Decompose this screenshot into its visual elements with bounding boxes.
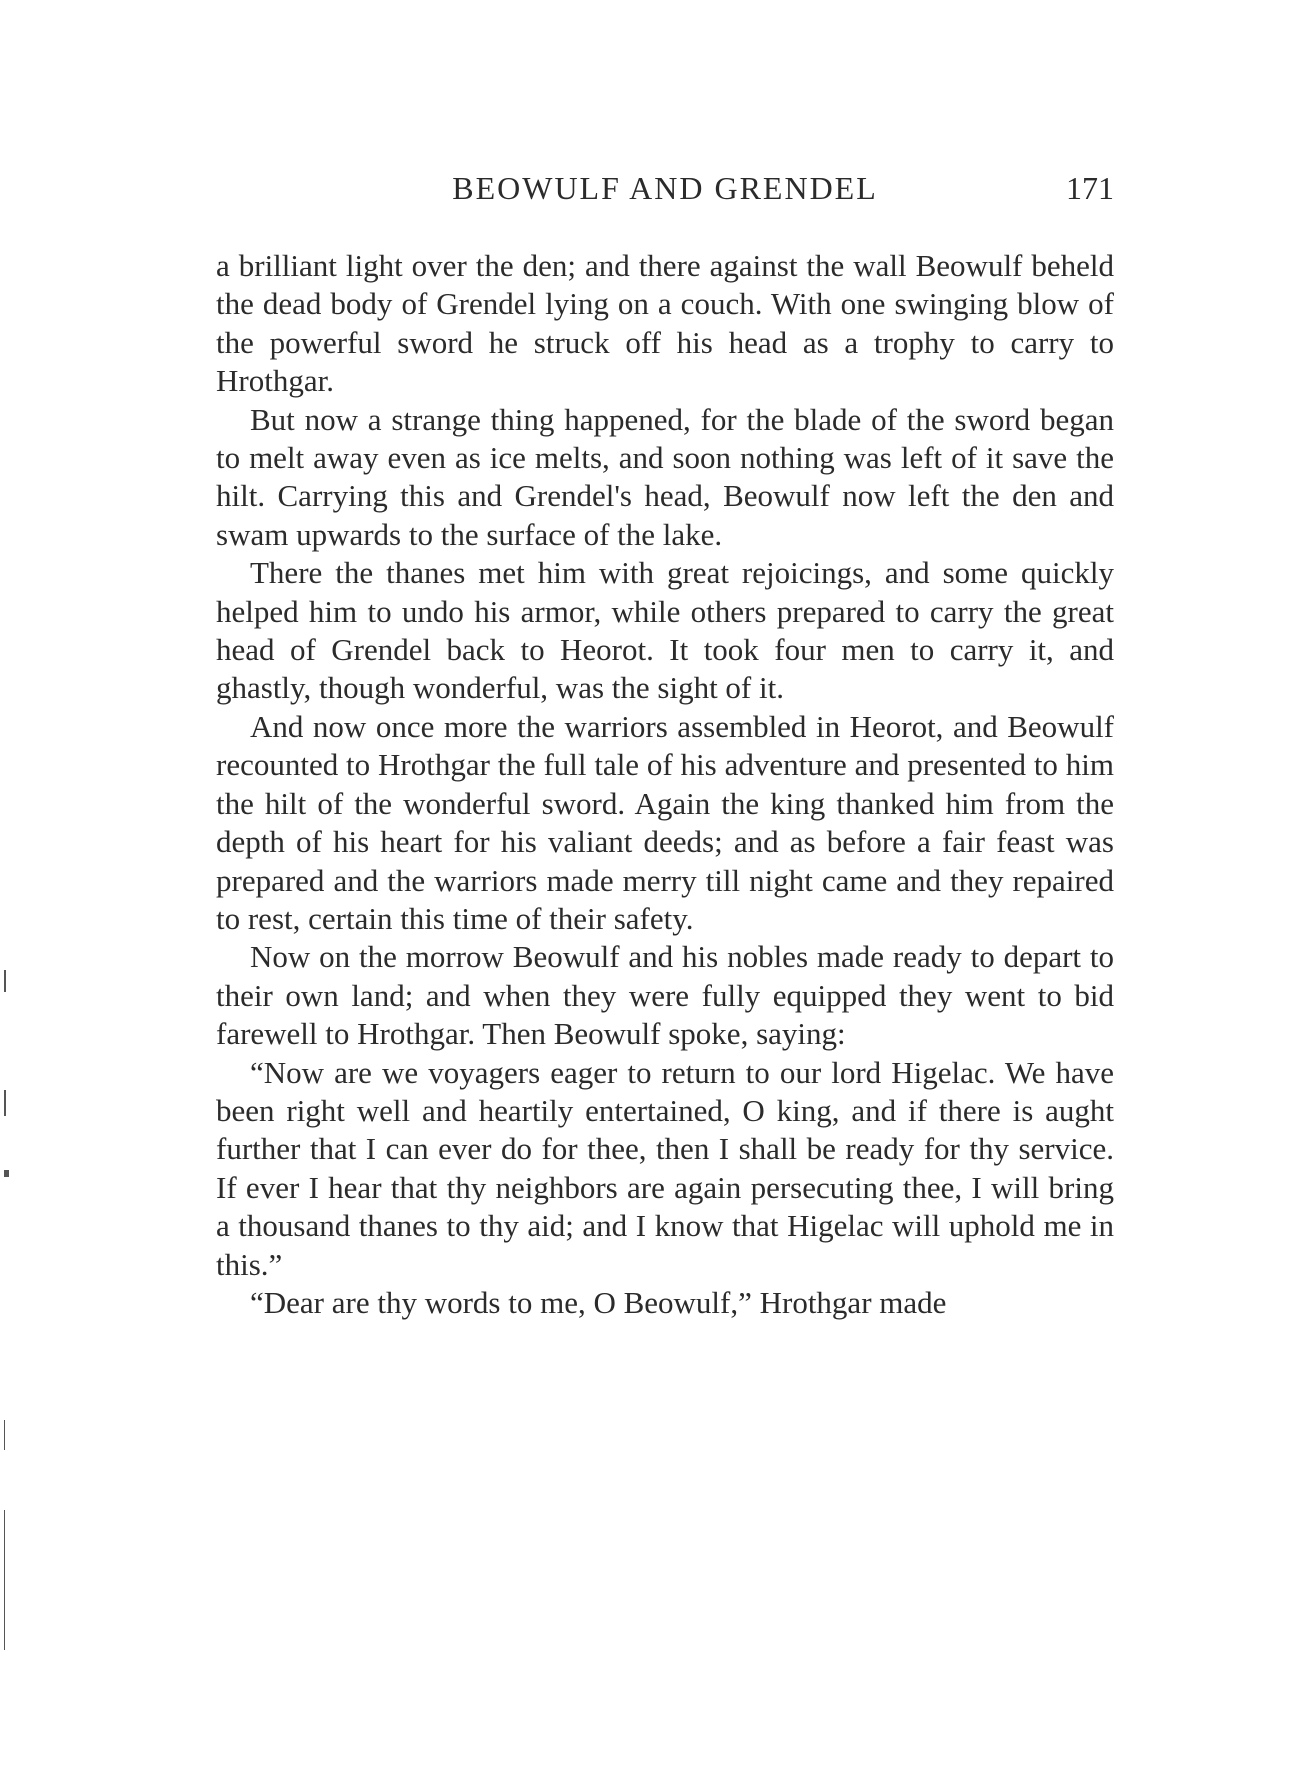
paragraph: But now a strange thing happened, for the blade of the sword began to melt away even as ice melts, and soon nothing was left of it save the hilt. Carrying this and Grendel's head, Beowulf now left the den and swam upwards to the surface of the lake. [216, 401, 1114, 552]
paragraph: And now once more the warriors assembled in Heorot, and Beowulf recounted to Hrothgar the full tale of his adventure and presented to him the hilt of the wonderful sword. Again the king thanked him from the depth of his heart for his valiant deeds; and as before a fair feast was prepared and the warriors made merry till night came and they repaired to rest, certain this time of their safety. [216, 708, 1114, 936]
scan-artifact [4, 970, 6, 992]
running-title: BEOWULF AND GRENDEL [452, 170, 878, 206]
quoted-speech: “Dear are thy words to me, O Beowulf,” Hrothgar made [250, 1284, 947, 1320]
paragraph: a brilliant light over the den; and there against the wall Beowulf beheld the dead body of Grendel lying on a couch. With one swinging blow of the powerful sword he struck off his head as a trophy to carry to Hrothgar. [216, 248, 1114, 399]
scan-artifact [4, 1090, 6, 1116]
scan-artifact [4, 1420, 5, 1450]
paragraph: There the thanes met him with great rejoicings, and some quickly helped him to undo his armor, while others prepared to carry the great head of Grendel back to Heorot. It took four men to carry it, and ghastly, though wonderful, was the sight of it. [216, 555, 1114, 706]
paragraph: Now on the morrow Beowulf and his nobles made ready to depart to their own land; and when they were fully equipped they went to bid farewell to Hrothgar. Then Beowulf spoke, saying: [216, 939, 1114, 1052]
scan-artifact [4, 1510, 5, 1650]
quoted-speech: “Now are we voyagers eager to return to our lord Higelac. We have been right well and heartily entertained, O king, and if there is aught further that I can ever do for thee, then I shall be ready for thy service. If ever I hear that thy neighbors are again persecuting thee, I will bring a thousand thanes to thy aid; and I know that Higelac will uphold me in this.” [216, 1054, 1114, 1282]
body-text [216, 247, 1114, 1322]
scan-artifact [4, 1170, 9, 1177]
running-head [216, 166, 1114, 210]
page-number: 171 [1066, 170, 1114, 206]
